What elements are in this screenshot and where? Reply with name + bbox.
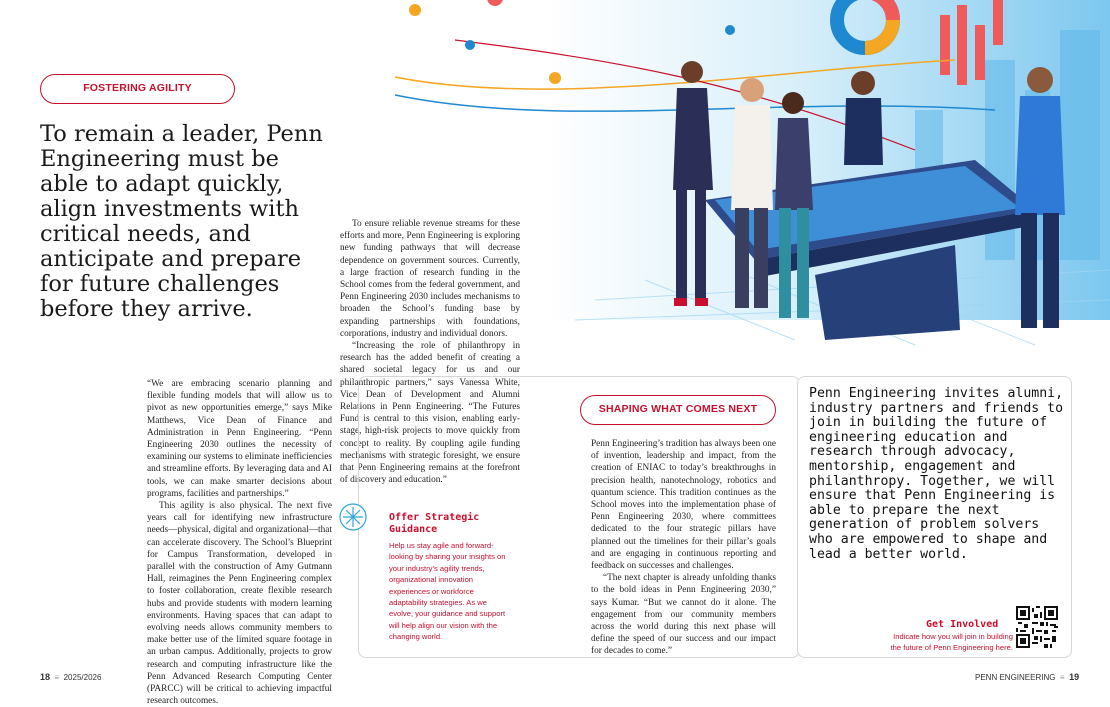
- paragraph: This agility is also physical. The next five years call for identifying new infrastructure needs—physical, digital and organizational—that can accelerate discovery. The School’s Blueprint for Campus Transformation, developed in parallel with the construction of Amy Gutmann Hall, reimagines the Penn Engineering complex to foster collaboration, create flexible research hubs and provide students with modern learning environments. Having spaces that can adapt to evolving needs allows community members to make better use of the limited square footage in an urban campus. Additionally, projects to grow research and computing infrastructure like the Penn Advanced Research Computing Center (PARCC) will be critical to achieving impactful research outcomes.: [147, 501, 332, 707]
- footer-right: [975, 672, 1079, 682]
- page-number-right: 19: [1069, 672, 1080, 682]
- paragraph: Penn Engineering’s tradition has always been one of invention, leadership and impact, from the creation of ENIAC to today’s breakthroughs in precision health, nanotechnology, robotics and quantum science. This tradition continues as the School moves into the implementation phase of Penn Engineering 2030, where committees dedicated to the four strategic pillars have planned out the timelines for their pillar’s goals and are engaging in continuous reporting and feedback on successes and challenges.: [591, 439, 776, 572]
- article-column-1: [147, 378, 332, 707]
- get-involved-title: Get Involved: [926, 619, 999, 630]
- paragraph: To ensure reliable revenue streams for these efforts and more, Penn Engineering is exploring new funding pathways that will decrease dependence on government sources. Currently, a large fraction of research funding in the School comes from the federal government, and Penn Engineering 2030 includes mechanisms to broaden the School’s funding base by expanding partnerships with foundations, corporations, industry and individual donors.: [340, 219, 520, 339]
- qr-code-icon[interactable]: [1016, 606, 1058, 648]
- paragraph: “The next chapter is already unfolding thanks to the bold ideas in Penn Engineering 2030,” says Kumar. “But we cannot do it alone. The engagement from our community members across the world during this next phase will define the speed of our success and our impact for decades to come.”: [591, 573, 776, 657]
- paragraph: “Increasing the role of philanthropy in research has the added benefit of creating a shared societal legacy for us and our philanthropic partners,” says Vanessa White, Vice Dean of Development and Alumni Relations in Penn Engineering. “The Futures Fund is central to this vision, enabling early-stage, high-risk projects to move quickly from concept to reality. By coupling agile funding mechanisms with strategic foresight, we ensure that Penn Engineering remains at the forefront of discovery and education.”: [340, 341, 520, 486]
- section-pill-fostering-agility: [40, 74, 235, 104]
- paragraph: “We are embracing scenario planning and flexible funding models that will allow us to pivot as new opportunities emerge,” says Mike Matthews, Vice Dean of Finance and Administration in Penn Engineering. “Penn Engineering 2030 outlines the necessity of examining our systems to eliminate inefficiencies and streamline efforts. By leveraging data and AI tools, we can make smarter decisions about programs, facilities and partnerships.”: [147, 379, 332, 499]
- page-headline: To remain a leader, Penn Engineering must be able to adapt quickly, align investments with critical needs, and anticipate and prepare for future challenges before they arrive.: [40, 121, 323, 322]
- invitation-text: Penn Engineering invites alumni, industry partners and friends to join in building the future of engineering education and research through advocacy, mentorship, engagement and philanthropy. Together, we will ensure that Penn Engineering is able to prepare the next generation of problem solvers who are empowered to shape and lead a better world.: [809, 386, 1064, 562]
- compass-star-icon: [338, 502, 368, 532]
- footer-left: [40, 672, 101, 682]
- page-number-left: 18: [40, 672, 51, 682]
- footer-issue-label: 2025/2026: [63, 673, 102, 682]
- cta-text: Help us stay agile and forward-looking by sharing your insights on your industry’s agility trends, organizational innovation experiences or workforce adaptability strategies. As we evolve, your guidance and support will help align our vision with the changing world.: [389, 541, 506, 642]
- get-involved-text: Indicate how you will join in building the future of Penn Engineering here.: [890, 632, 1013, 653]
- footer-publication-label: PENN ENGINEERING: [975, 673, 1056, 682]
- section-pill-label: SHAPING WHAT COMES NEXT: [598, 403, 758, 415]
- cta-title: Offer Strategic Guidance: [389, 512, 480, 535]
- section-pill-label: FOSTERING AGILITY: [83, 82, 192, 94]
- section-pill-shaping-what-comes-next: [580, 395, 776, 425]
- footer-separator-icon: ≡: [1057, 673, 1067, 682]
- footer-separator-icon: ≡: [52, 673, 62, 682]
- article-column-3: [591, 438, 776, 658]
